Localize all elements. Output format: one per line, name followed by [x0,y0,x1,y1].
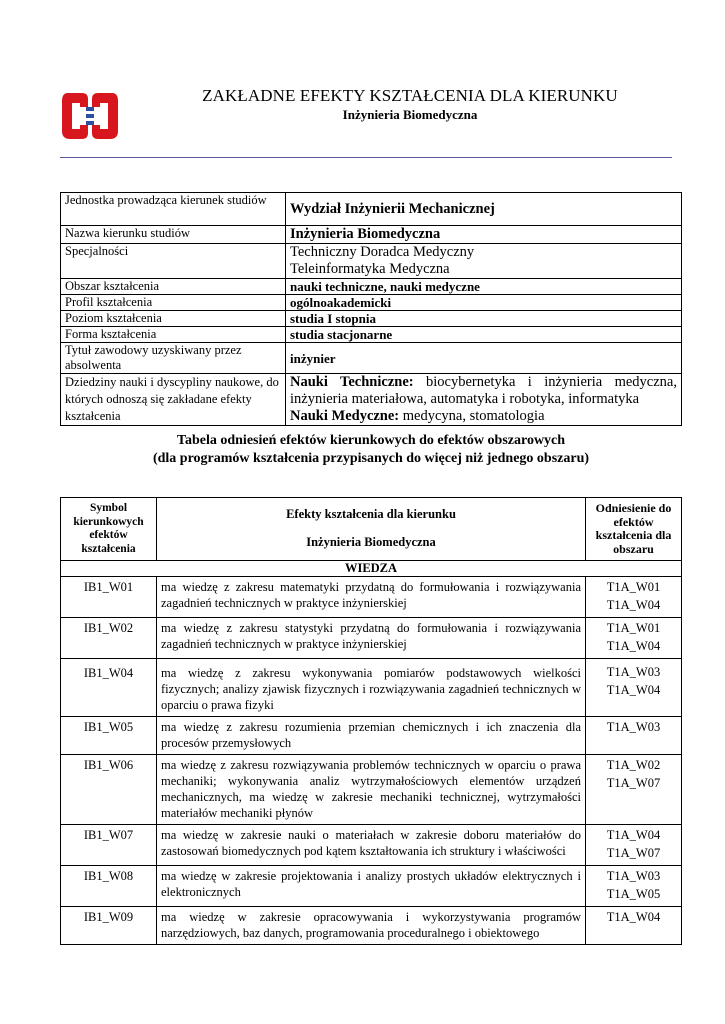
info-label: Forma kształcenia [61,327,286,343]
effect-symbol: IB1_W08 [61,866,157,907]
effect-mapping: T1A_W03 T1A_W04 [586,659,682,717]
info-label: Obszar kształcenia [61,279,286,295]
effect-mapping: T1A_W02 T1A_W07 [586,755,682,825]
info-value [286,374,682,426]
info-label: Tytuł zawodowy uzyskiwany przez absolwenta [61,343,286,374]
info-row [61,295,682,311]
table-row [61,755,682,825]
med-sciences-value: medycyna, stomatologia [402,408,545,424]
effect-description: ma wiedzę w zakresie nauki o materiałach w zakresie doboru materiałów do zastosowań biomedycznych pod kątem kształtowania ich struktury i właściwości [157,825,586,866]
effect-description: ma wiedzę z zakresu matematyki przydatną do formułowania i rozwiązywania zagadnień technicznych w praktyce inżynierskiej [157,577,586,618]
effect-description: ma wiedzę w zakresie projektowania i analizy prostych układów elektrycznych i elektronicznych [157,866,586,907]
university-logo-icon [60,87,120,145]
document-subtitle: Inżynieria Biomedyczna [342,107,478,122]
tech-sciences-value: biocybernetyka i inżynieria medyczna, inżynieria materiałowa, automatyka i robotyka, informatyka [290,374,677,407]
info-value [286,244,682,279]
info-row [61,311,682,327]
effect-symbol: IB1_W06 [61,755,157,825]
table-row [61,907,682,945]
effect-mapping: T1A_W03 [586,717,682,755]
table-row [61,659,682,717]
info-value: studia I stopnia [286,311,682,327]
table-row [61,577,682,618]
info-row [61,244,682,279]
info-row [61,343,682,374]
column-header-mapping: Odniesienie do efektów kształcenia dla obszaru [586,498,682,561]
column-header-symbol: Symbol kierunkowych efektów kształcenia [61,498,157,561]
effect-symbol: IB1_W01 [61,577,157,618]
header-divider [60,157,672,158]
effect-symbol: IB1_W02 [61,618,157,659]
tech-sciences-label: Nauki Techniczne: [290,374,414,390]
info-label: Jednostka prowadząca kierunek studiów [61,193,286,226]
document-title: ZAKŁADNE EFEKTY KSZTAŁCENIA DLA KIERUNKU [202,86,618,105]
info-label: Dziedziny nauki i dyscypliny naukowe, do których odnoszą się zakładane efekty kształcenia [61,374,286,426]
info-value: ogólnoakademicki [286,295,682,311]
effects-table [60,497,682,945]
info-value: Inżynieria Biomedyczna [286,226,682,244]
info-row [61,374,682,426]
table-row [61,618,682,659]
effects-header-row [61,498,682,561]
effect-mapping: T1A_W04 T1A_W07 [586,825,682,866]
table-row [61,866,682,907]
effect-description: ma wiedzę z zakresu statystyki przydatną do formułowania i rozwiązywania zagadnień technicznych w praktyce inżynierskiej [157,618,586,659]
info-label: Nazwa kierunku studiów [61,226,286,244]
effect-description: ma wiedzę z zakresu wykonywania pomiarów podstawowych wielkości fizycznych; analizy zjawisk fizycznych i rozwiązywania zagadnień technicznych w oparciu o prawa fizyki [157,659,586,717]
info-label: Specjalności [61,244,286,279]
effect-description: ma wiedzę z zakresu rozumienia przemian chemicznych i ich znaczenia dla procesów przemysłowych [157,717,586,755]
info-label: Poziom kształcenia [61,311,286,327]
effect-description: ma wiedzę w zakresie opracowywania i wykorzystywania programów narzędziowych, baz danych, programowania proceduralnego i obiektowego [157,907,586,945]
effect-symbol: IB1_W09 [61,907,157,945]
info-row [61,193,682,226]
info-row [61,279,682,295]
table-row [61,825,682,866]
program-info-table [60,192,682,426]
info-value: studia stacjonarne [286,327,682,343]
effect-description: ma wiedzę z zakresu rozwiązywania problemów technicznych w oparciu o prawa mechaniki; wykonywania analiz wytrzymałościowych elementów urządzeń mechanicznych, ma wiedzę w zakresie mechaniki technicznej, wytrzymałości materiałów mechaniki płynów [157,755,586,825]
info-row [61,327,682,343]
info-value: nauki techniczne, nauki medyczne [286,279,682,295]
effect-symbol: IB1_W04 [61,659,157,717]
med-sciences-label: Nauki Medyczne: [290,408,400,424]
effect-mapping: T1A_W03 T1A_W05 [586,866,682,907]
group-row [61,561,682,577]
effect-symbol: IB1_W07 [61,825,157,866]
info-row [61,226,682,244]
info-value: inżynier [286,343,682,374]
effect-mapping: T1A_W01 T1A_W04 [586,577,682,618]
section-title: Tabela odniesień efektów kierunkowych do efektów obszarowych (dla programów kształcenia przypisanych do więcej niż jednego obszaru) [152,433,590,466]
specialty-item: Teleinformatyka Medyczna [290,261,450,277]
table-row [61,717,682,755]
specialty-item: Techniczny Doradca Medyczny [290,244,475,260]
info-label: Profil kształcenia [61,295,286,311]
info-value: Wydział Inżynierii Mechanicznej [286,193,682,226]
effect-mapping: T1A_W04 [586,907,682,945]
column-header-effects: Efekty kształcenia dla kierunku Inżynieria Biomedyczna [157,498,586,561]
effect-symbol: IB1_W05 [61,717,157,755]
effect-mapping: T1A_W01 T1A_W04 [586,618,682,659]
group-label: WIEDZA [61,561,682,577]
